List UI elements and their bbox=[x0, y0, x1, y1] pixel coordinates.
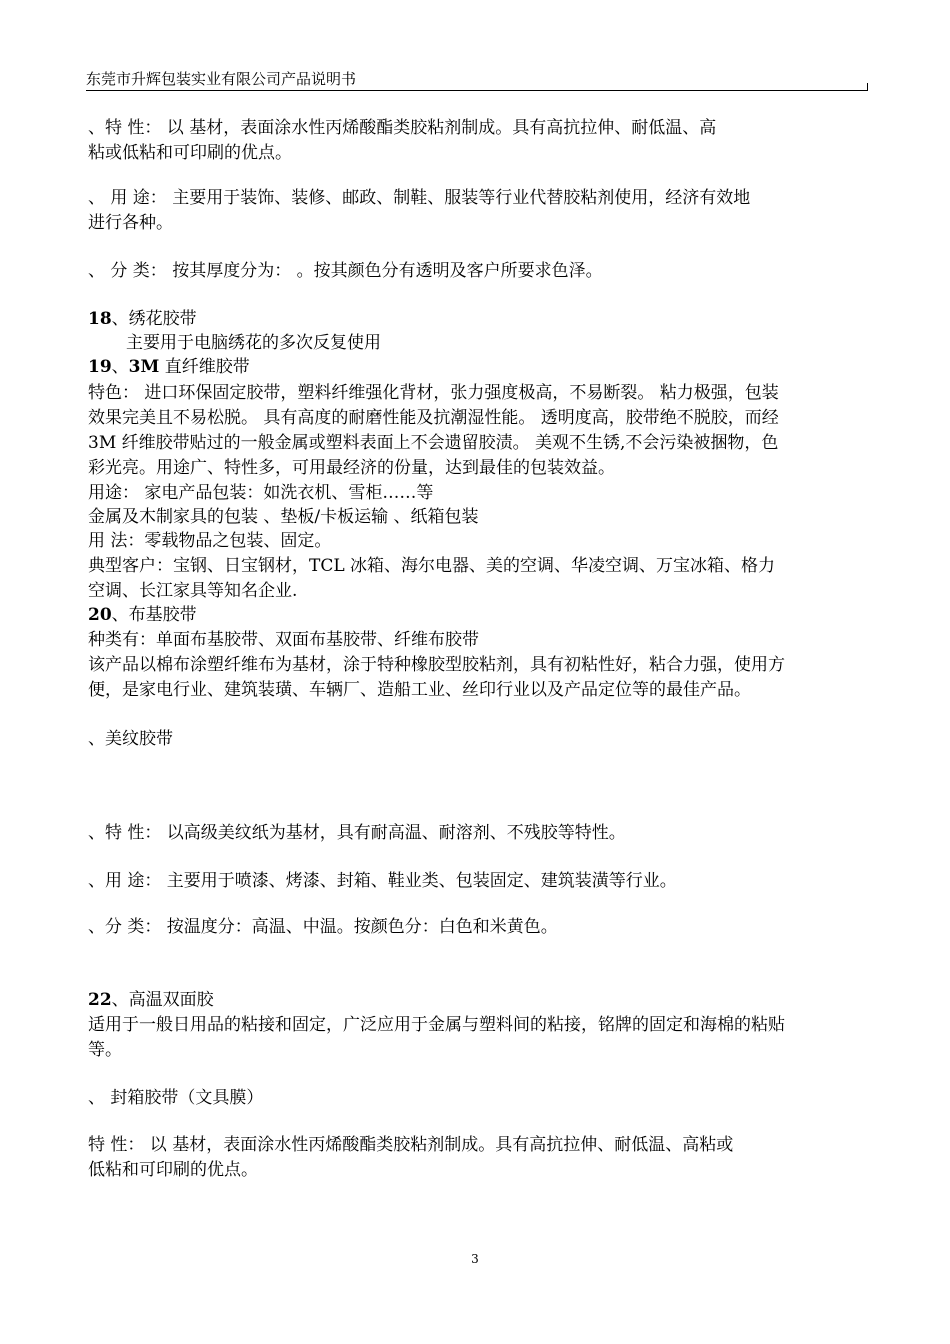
section-number: 19 bbox=[88, 357, 112, 377]
text-line bbox=[88, 821, 626, 845]
line-text: 彩光亮。用途广、特性多，可用最经济的份量，达到最佳的包装效益。 bbox=[88, 458, 615, 478]
section-heading bbox=[88, 988, 214, 1012]
text-line bbox=[88, 554, 775, 578]
section-heading bbox=[88, 603, 197, 627]
section-number: 22 bbox=[88, 990, 112, 1010]
section-heading bbox=[88, 355, 250, 379]
line-text: 便，是家电行业、建筑装璜、车辆厂、造船工业、丝印行业以及产品定位等的最佳产品。 bbox=[88, 680, 751, 700]
page-header bbox=[86, 70, 868, 91]
section-number: 20 bbox=[88, 605, 112, 625]
line-text: 、美纹胶带 bbox=[88, 729, 173, 749]
text-line bbox=[88, 1038, 122, 1062]
text-line bbox=[88, 116, 716, 140]
text-line bbox=[88, 1013, 785, 1037]
text-line bbox=[126, 331, 381, 355]
text-line bbox=[88, 1158, 258, 1182]
line-text: 种类有：单面布基胶带、双面布基胶带、纤维布胶带 bbox=[88, 630, 479, 650]
line-text: 特 性： 以 基材，表面涂水性丙烯酸酯类胶粘剂制成。具有高抗拉伸、耐低温、高粘或 bbox=[88, 1135, 734, 1155]
line-text: 、绣花胶带 bbox=[111, 309, 197, 329]
line-text: 典型客户：宝钢、日宝钢材，TCL 冰箱、海尔电器、美的空调、华凌空调、万宝冰箱、格力 bbox=[88, 556, 776, 576]
text-line bbox=[88, 727, 173, 751]
line-text: 、 封箱胶带（文具膜） bbox=[88, 1088, 264, 1108]
text-line bbox=[88, 211, 173, 235]
text-line bbox=[88, 381, 779, 405]
line-text: 、布基胶带 bbox=[111, 605, 197, 625]
line-text: 空调、长江家具等知名企业. bbox=[88, 581, 298, 601]
text-line bbox=[88, 628, 479, 652]
text-line bbox=[88, 505, 479, 529]
line-text: 、高温双面胶 bbox=[111, 990, 214, 1010]
text-line bbox=[88, 481, 433, 505]
line-text: 特色： 进口环保固定胶带，塑料纤维强化背材，张力强度极高，不易断裂。 粘力极强，包装 bbox=[88, 383, 779, 403]
line-text: 主要用于电脑绣花的多次反复使用 bbox=[126, 333, 381, 353]
line-text: 、用 途： 主要用于喷漆、烤漆、封箱、鞋业类、包装固定、建筑装潢等行业。 bbox=[88, 871, 677, 891]
line-text: 3M 纤维胶带贴过的一般金属或塑料表面上不会遗留胶渍。 美观不生锈,不会污染被捆物，色 bbox=[88, 433, 779, 453]
header-title: 东莞市升辉包装实业有限公司产品说明书 bbox=[86, 70, 357, 88]
text-line bbox=[88, 141, 292, 165]
line-text: 、特 性： 以高级美纹纸为基材，具有耐高温、耐溶剂、不残胶等特性。 bbox=[88, 823, 626, 843]
text-line bbox=[88, 869, 677, 893]
line-text: 、分 类： 按温度分：高温、中温。按颜色分：白色和米黄色。 bbox=[88, 917, 558, 937]
line-text: 、 分 类： 按其厚度分为： 。按其颜色分有透明及客户所要求色泽。 bbox=[88, 261, 603, 281]
line-text: 效果完美且不易松脱。 具有高度的耐磨性能及抗潮湿性能。 透明度高，胶带绝不脱胶，而经 bbox=[88, 408, 779, 428]
text-line bbox=[88, 529, 331, 553]
line-text: 适用于一般日用品的粘接和固定，广泛应用于金属与塑料间的粘接，铭牌的固定和海棉的粘贴 bbox=[88, 1015, 785, 1035]
line-text: 、特 性： 以 基材，表面涂水性丙烯酸酯类胶粘剂制成。具有高抗拉伸、耐低温、高 bbox=[88, 118, 717, 138]
line-text: 低粘和可印刷的优点。 bbox=[88, 1160, 258, 1180]
text-line bbox=[88, 915, 558, 939]
text-line bbox=[88, 456, 615, 480]
text-line bbox=[88, 406, 779, 430]
line-text: 进行各种。 bbox=[88, 213, 173, 233]
text-line bbox=[88, 431, 778, 455]
section-heading bbox=[88, 307, 197, 331]
text-line bbox=[88, 678, 751, 702]
line-text: 、3M 直纤维胶带 bbox=[111, 357, 250, 377]
text-line bbox=[88, 259, 603, 283]
text-line bbox=[88, 653, 785, 677]
text-line bbox=[88, 579, 297, 603]
line-text: 等。 bbox=[88, 1040, 122, 1060]
line-text: 、 用 途： 主要用于装饰、装修、邮政、制鞋、服装等行业代替胶粘剂使用，经济有效地 bbox=[88, 188, 751, 208]
line-text: 用途： 家电产品包装：如洗衣机、雪柜……等 bbox=[88, 483, 434, 503]
text-line bbox=[88, 1086, 263, 1110]
text-line bbox=[88, 186, 750, 210]
line-text: 用 法：零载物品之包装、固定。 bbox=[88, 531, 332, 551]
header-rule-tick bbox=[867, 83, 868, 91]
line-text: 金属及木制家具的包装 、垫板/卡板运输 、纸箱包装 bbox=[88, 507, 479, 527]
text-line bbox=[88, 1133, 733, 1157]
line-text: 该产品以棉布涂塑纤维布为基材，涂于特种橡胶型胶粘剂，具有初粘性好，粘合力强，使用方 bbox=[88, 655, 785, 675]
line-text: 粘或低粘和可印刷的优点。 bbox=[88, 143, 292, 163]
section-number: 18 bbox=[88, 309, 112, 329]
page-number: 3 bbox=[471, 1252, 479, 1266]
